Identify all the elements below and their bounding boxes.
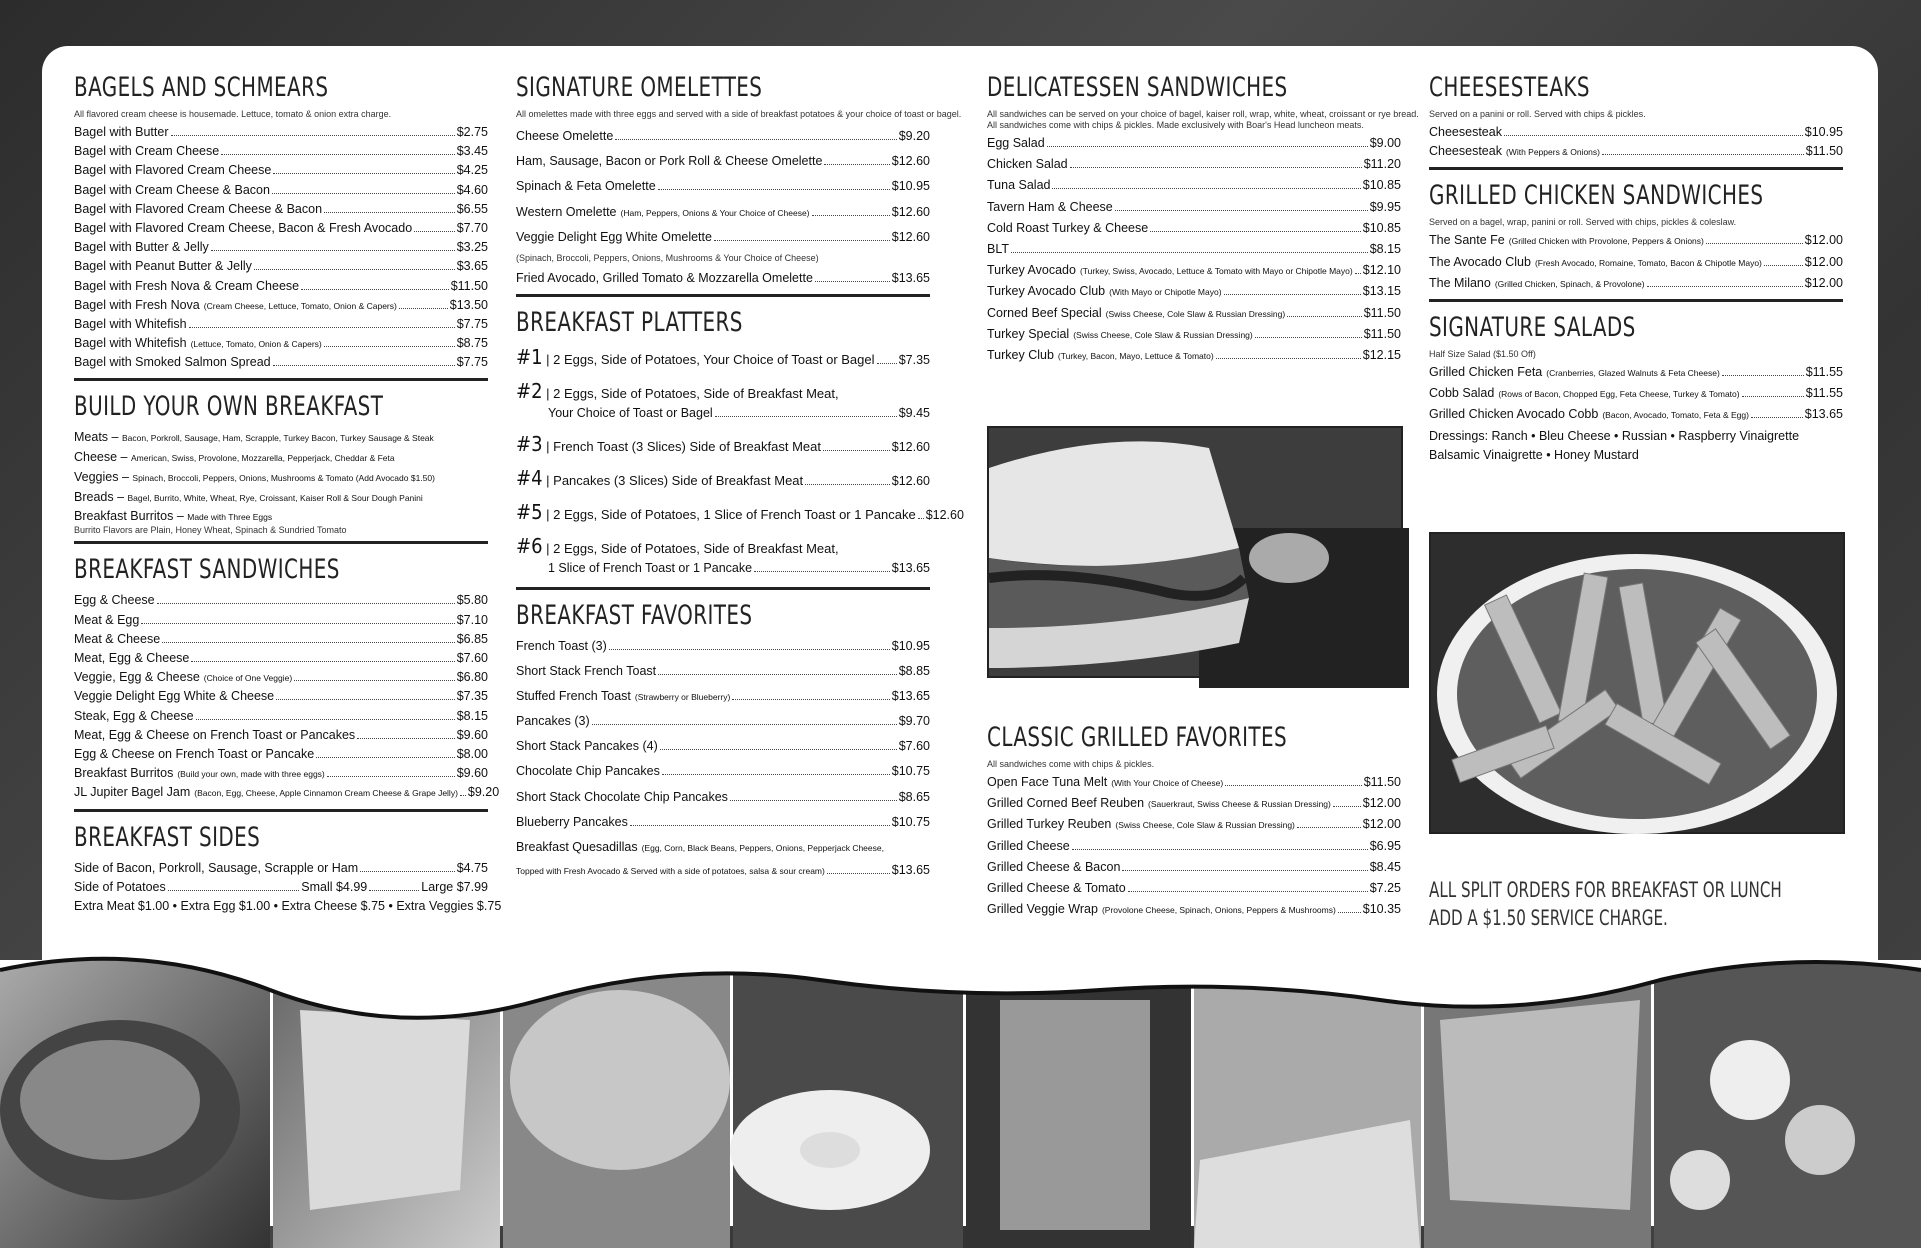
- menu-item: Breakfast Quesadillas (Egg, Corn, Black Beans, Peppers, Onions, Pepperjack Cheese,: [516, 840, 884, 854]
- menu-item: Short Stack Chocolate Chip Pancakes $8.65: [516, 789, 930, 804]
- menu-item: Meat, Egg & Cheese on French Toast or Pancakes $9.60: [74, 727, 488, 742]
- menu-item: Cobb Salad (Rows of Bacon, Chopped Egg, Feta Cheese, Turkey & Tomato) $11.55: [1429, 386, 1843, 401]
- sides-title: BREAKFAST SIDES: [74, 821, 261, 853]
- platter-item: #3 | French Toast (3 Slices) Side of Breakfast Meat $12.60: [516, 432, 930, 457]
- column-2: [516, 72, 964, 880]
- menu-item: Cheesesteak (With Peppers & Onions) $11.50: [1429, 144, 1843, 159]
- menu-item: Chocolate Chip Pancakes $10.75: [516, 764, 930, 779]
- grilled-chicken-title: GRILLED CHICKEN SANDWICHES: [1429, 180, 1764, 212]
- split-notice: [1429, 876, 1782, 932]
- menu-item: Short Stack Pancakes (4) $7.60: [516, 739, 930, 754]
- omelettes-note: All omelettes made with three eggs and served with a side of breakfast potatoes & your choice of toast or bagel.: [516, 109, 962, 119]
- divider: [516, 294, 930, 297]
- menu-item: Western Omelette (Ham, Peppers, Onions & Your Choice of Cheese) $12.60: [516, 204, 930, 219]
- menu-item: Bagel with Cream Cheese & Bacon $4.60: [74, 182, 488, 197]
- menu-item: Bagel with Cream Cheese $3.45: [74, 144, 488, 159]
- menu-item: Cheesesteak $10.95: [1429, 125, 1843, 139]
- platter-item: #5 | 2 Eggs, Side of Potatoes, 1 Slice of French Toast or 1 Pancake $12.60: [516, 500, 964, 525]
- build-line: Meats – Bacon, Porkroll, Sausage, Ham, Scrapple, Turkey Bacon, Turkey Sausage & Steak: [74, 430, 434, 445]
- divider: [1429, 167, 1843, 170]
- menu-item: Turkey Avocado (Turkey, Swiss, Avocado, Lettuce & Tomato with Mayo or Chipotle Mayo) $12.10: [987, 263, 1401, 278]
- deli-note-1: All sandwiches can be served on your choice of bagel, kaiser roll, wrap, white, wheat, croissant or rye bread.: [987, 109, 1419, 119]
- cheesesteaks-list: [1429, 123, 1843, 161]
- build-line: Veggies – Spinach, Broccoli, Peppers, Onions, Mushrooms & Tomato (Add Avocado $1.50): [74, 470, 435, 485]
- column-3: [987, 72, 1419, 367]
- bagels-title: BAGELS AND SCHMEARS: [74, 72, 329, 103]
- menu-item: Short Stack French Toast $8.85: [516, 663, 930, 678]
- platters-title: BREAKFAST PLATTERS: [516, 307, 743, 339]
- menu-item: Egg & Cheese $5.80: [74, 593, 488, 608]
- menu-item: Spinach & Feta Omelette $10.95: [516, 179, 930, 194]
- bsand-list: [74, 591, 500, 802]
- menu-item: The Avocado Club (Fresh Avocado, Romaine, Tomato, Bacon & Chipotle Mayo) $12.00: [1429, 254, 1843, 269]
- column-4: [1429, 72, 1843, 465]
- build-list: [74, 428, 488, 535]
- menu-item: Veggie Delight Egg White Omelette $12.60: [516, 229, 930, 244]
- photo-strip: [0, 960, 1921, 1248]
- salads-title: SIGNATURE SALADS: [1429, 311, 1636, 343]
- classic-title: CLASSIC GRILLED FAVORITES: [987, 722, 1288, 753]
- menu-item: Chicken Salad $11.20: [987, 157, 1401, 172]
- menu-item: Turkey Special (Swiss Cheese, Cole Slaw & Russian Dressing) $11.50: [987, 326, 1401, 341]
- menu-item: Bagel with Whitefish (Lettuce, Tomato, Onion & Capers) $8.75: [74, 336, 488, 351]
- menu-item: Side of Bacon, Porkroll, Sausage, Scrapple or Ham $4.75: [74, 860, 488, 875]
- menu-item: Corned Beef Special (Swiss Cheese, Cole Slaw & Russian Dressing) $11.50: [987, 305, 1401, 320]
- bagels-note: All flavored cream cheese is housemade. Lettuce, tomato & onion extra charge.: [74, 109, 392, 119]
- menu-item: Topped with Fresh Avocado & Served with a side of potatoes, salsa & sour cream) $13.65: [516, 863, 930, 878]
- divider: [74, 809, 488, 812]
- deli-list: [987, 134, 1401, 365]
- deli-title: DELICATESSEN SANDWICHES: [987, 72, 1288, 103]
- menu-item: Egg & Cheese on French Toast or Pancake $8.00: [74, 746, 488, 761]
- menu-item: Meat & Cheese $6.85: [74, 631, 488, 646]
- menu-item: The Sante Fe (Grilled Chicken with Provolone, Peppers & Onions) $12.00: [1429, 233, 1843, 248]
- salads-note: Half Size Salad ($1.50 Off): [1429, 348, 1536, 359]
- menu-item: Bagel with Peanut Butter & Jelly $3.65: [74, 259, 488, 274]
- menu-item: Cheese Omelette $9.20: [516, 129, 930, 143]
- deli-note-2: All sandwiches come with chips & pickles. Made exclusively with Boar's Head luncheon meats.: [987, 120, 1364, 130]
- platter-item: #4 | Pancakes (3 Slices) Side of Breakfast Meat $12.60: [516, 466, 930, 491]
- menu-item: Steak, Egg & Cheese $8.15: [74, 708, 488, 723]
- menu-item: Bagel with Fresh Nova (Cream Cheese, Lettuce, Tomato, Onion & Capers) $13.50: [74, 297, 488, 312]
- menu-item: Meat & Egg $7.10: [74, 612, 488, 627]
- menu-item: Stuffed French Toast (Strawberry or Blueberry) $13.65: [516, 688, 930, 703]
- salads-list: [1429, 363, 1843, 425]
- menu-item: Grilled Cheese & Tomato $7.25: [987, 880, 1401, 895]
- grilled-chicken-list: [1429, 231, 1843, 293]
- menu-item: Grilled Corned Beef Reuben (Sauerkraut, Swiss Cheese & Russian Dressing) $12.00: [987, 796, 1401, 811]
- menu-item: Grilled Turkey Reuben (Swiss Cheese, Cole Slaw & Russian Dressing) $12.00: [987, 817, 1401, 832]
- menu-item: BLT $8.15: [987, 241, 1401, 256]
- grilled-chicken-note: Served on a bagel, wrap, panini or roll. Served with chips, pickles & coleslaw.: [1429, 217, 1737, 228]
- platters-list: [516, 344, 964, 578]
- menu-item: Turkey Club (Turkey, Bacon, Mayo, Lettuce & Tomato) $12.15: [987, 347, 1401, 362]
- menu-item: Breakfast Burritos (Build your own, made with three eggs) $9.60: [74, 766, 488, 781]
- veggie-note: (Spinach, Broccoli, Peppers, Onions, Mushrooms & Your Choice of Cheese): [516, 252, 819, 263]
- menu-item: Egg Salad $9.00: [987, 136, 1401, 150]
- menu-item: French Toast (3) $10.95: [516, 638, 930, 653]
- menu-item: Cold Roast Turkey & Cheese $10.85: [987, 220, 1401, 235]
- menu-item: Bagel with Smoked Salmon Spread $7.75: [74, 355, 488, 370]
- dressings-line-2: Balsamic Vinaigrette • Honey Mustard: [1429, 447, 1639, 462]
- platter-item: #1 | 2 Eggs, Side of Potatoes, Your Choice of Toast or Bagel $7.35: [516, 345, 930, 370]
- menu-item: Bagel with Flavored Cream Cheese, Bacon & Fresh Avocado $7.70: [74, 220, 488, 235]
- platter-item: #2 | 2 Eggs, Side of Potatoes, Side of Breakfast Meat, Your Choice of Toast or Bagel $9.45: [516, 379, 930, 421]
- build-line: Breakfast Burritos – Made with Three Eggs: [74, 509, 273, 524]
- salad-photo: [1429, 532, 1845, 834]
- menu-item: Tuna Salad $10.85: [987, 178, 1401, 193]
- menu-item: Open Face Tuna Melt (With Your Choice of Cheese) $11.50: [987, 775, 1401, 789]
- menu-item: Grilled Veggie Wrap (Provolone Cheese, Spinach, Onions, Peppers & Mushrooms) $10.35: [987, 902, 1401, 917]
- build-line: Cheese – American, Swiss, Provolone, Mozzarella, Pepperjack, Cheddar & Feta: [74, 450, 395, 465]
- menu-item: Grilled Cheese & Bacon $8.45: [987, 859, 1401, 874]
- menu-item: Bagel with Butter $2.75: [74, 125, 488, 139]
- menu-item: Pancakes (3) $9.70: [516, 714, 930, 729]
- menu-item: Side of Potatoes Small $4.99 Large $7.99: [74, 879, 488, 894]
- favorites-list: [516, 637, 930, 833]
- menu-item: Grilled Chicken Feta (Cranberries, Glazed Walnuts & Feta Cheese) $11.55: [1429, 364, 1843, 379]
- bsand-title: BREAKFAST SANDWICHES: [74, 554, 340, 586]
- menu-item: Blueberry Pancakes $10.75: [516, 814, 930, 829]
- divider: [1429, 299, 1843, 302]
- platter-item: #6 | 2 Eggs, Side of Potatoes, Side of Breakfast Meat, 1 Slice of French Toast or 1 Pancake $13.65: [516, 534, 930, 576]
- build-title: BUILD YOUR OWN BREAKFAST: [74, 391, 384, 423]
- divider: [516, 587, 930, 590]
- menu-item: Veggie, Egg & Cheese (Choice of One Veggie) $6.80: [74, 670, 488, 685]
- menu-item: JL Jupiter Bagel Jam (Bacon, Egg, Cheese, Apple Cinnamon Cream Cheese & Grape Jelly) $9.20: [74, 785, 500, 800]
- menu-item: Veggie Delight Egg White & Cheese $7.35: [74, 689, 488, 704]
- omelettes-list: [516, 127, 930, 247]
- extras-line: Extra Meat $1.00 • Extra Egg $1.00 • Extra Cheese $.75 • Extra Veggies $.75: [74, 898, 502, 913]
- cheesesteaks-title: CHEESESTEAKS: [1429, 72, 1590, 103]
- cheesesteaks-note: Served on a panini or roll. Served with chips & pickles.: [1429, 109, 1646, 119]
- menu-item: Grilled Chicken Avocado Cobb (Bacon, Avocado, Tomato, Feta & Egg) $13.65: [1429, 407, 1843, 422]
- omelettes-title: SIGNATURE OMELETTES: [516, 72, 763, 103]
- menu-item: Bagel with Whitefish $7.75: [74, 316, 488, 331]
- menu-item: The Milano (Grilled Chicken, Spinach, & Provolone) $12.00: [1429, 275, 1843, 290]
- menu-item: Ham, Sausage, Bacon or Pork Roll & Cheese Omelette $12.60: [516, 154, 930, 169]
- menu-item: Fried Avocado, Grilled Tomato & Mozzarella Omelette $13.65: [516, 270, 930, 285]
- divider: [74, 378, 488, 381]
- menu-item: Bagel with Flavored Cream Cheese & Bacon $6.55: [74, 201, 488, 216]
- burrito-note: Burrito Flavors are Plain, Honey Wheat, Spinach & Sundried Tomato: [74, 525, 347, 536]
- split-notice-line-2: ADD A $1.50 SERVICE CHARGE.: [1429, 906, 1668, 930]
- divider: [74, 541, 488, 544]
- menu-item: Meat, Egg & Cheese $7.60: [74, 651, 488, 665]
- menu-item: Grilled Cheese $6.95: [987, 838, 1401, 853]
- menu-item: Bagel with Flavored Cream Cheese $4.25: [74, 163, 488, 178]
- menu-item: Turkey Avocado Club (With Mayo or Chipotle Mayo) $13.15: [987, 284, 1401, 299]
- favorites-title: BREAKFAST FAVORITES: [516, 599, 753, 631]
- sandwich-photo: [987, 426, 1403, 678]
- classic-list: [987, 773, 1401, 919]
- dressings-line-1: Dressings: Ranch • Bleu Cheese • Russian • Raspberry Vinaigrette: [1429, 428, 1800, 443]
- menu-item: Tavern Ham & Cheese $9.95: [987, 199, 1401, 214]
- menu-item: Bagel with Butter & Jelly $3.25: [74, 240, 488, 255]
- column-1: [74, 72, 502, 916]
- split-notice-line-1: ALL SPLIT ORDERS FOR BREAKFAST OR LUNCH: [1429, 878, 1782, 902]
- menu-item: Bagel with Fresh Nova & Cream Cheese $11.50: [74, 278, 488, 293]
- bagels-list: [74, 123, 488, 372]
- build-line: Breads – Bagel, Burrito, White, Wheat, Rye, Croissant, Kaiser Roll & Sour Dough Panini: [74, 490, 423, 505]
- classic-note: All sandwiches come with chips & pickles.: [987, 759, 1155, 769]
- column-3-lower: [987, 722, 1401, 921]
